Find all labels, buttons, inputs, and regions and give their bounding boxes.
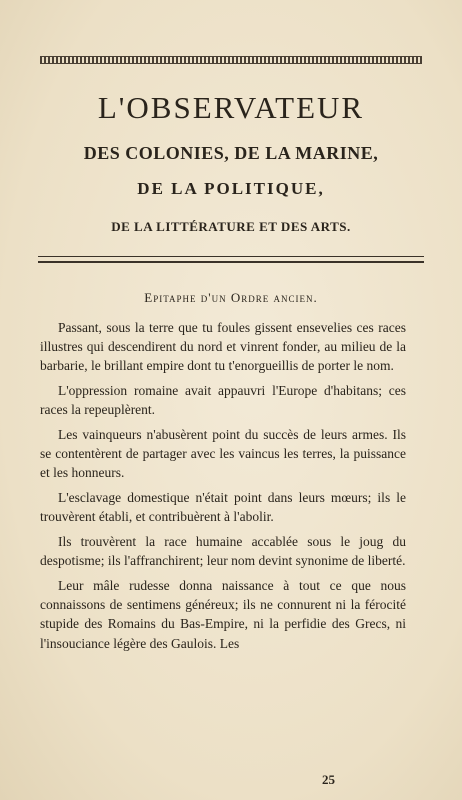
top-ornamental-border: [40, 56, 422, 64]
double-rule-divider: [38, 256, 424, 263]
paragraph: L'oppression romaine avait appauvri l'Europe d'habitans; ces races la repeuplèrent.: [40, 383, 406, 418]
journal-subtitle-line-2: DE LA POLITIQUE,: [137, 179, 325, 198]
paragraph: Passant, sous la terre que tu foules gissent ensevelies ces races illustres qui descendirent du nord et vinrent fonder, au milieu de la barbarie, le brillant empire dont tu t'enorgueillis de porter le nom.: [40, 320, 406, 374]
journal-subtitle-line-3: DE LA LITTÉRATURE ET DES ARTS.: [111, 219, 351, 234]
journal-subtitle-line-1: DES COLONIES, DE LA MARINE,: [83, 143, 379, 163]
paragraph: L'esclavage domestique n'était point dans leurs mœurs; ils le trouvèrent établi, et contribuèrent à l'abolir.: [40, 490, 406, 525]
paragraph: Les vainqueurs n'abusèrent point du succès de leurs armes. Ils se contentèrent de partager avec les vaincus les terres, la puissance et les honneurs.: [40, 427, 406, 481]
journal-title: L'OBSERVATEUR: [97, 90, 365, 125]
page-number: 25: [322, 772, 335, 787]
paragraph: Leur mâle rudesse donna naissance à tout ce que nous connaissons de sentimens généreux; ils ne connurent ni la férocité stupide des Romains du Bas-Empire, ni la perfidie des Grecs, ni l'insouciance légère des Gaulois. Les: [40, 577, 406, 651]
article-body: [40, 318, 406, 658]
paragraph: Ils trouvèrent la race humaine accablée sous le joug du despotisme; ils l'affranchirent; leur nom devint synonime de liberté.: [40, 534, 406, 569]
article-heading: Epitaphe d'un Ordre ancien.: [144, 290, 318, 305]
